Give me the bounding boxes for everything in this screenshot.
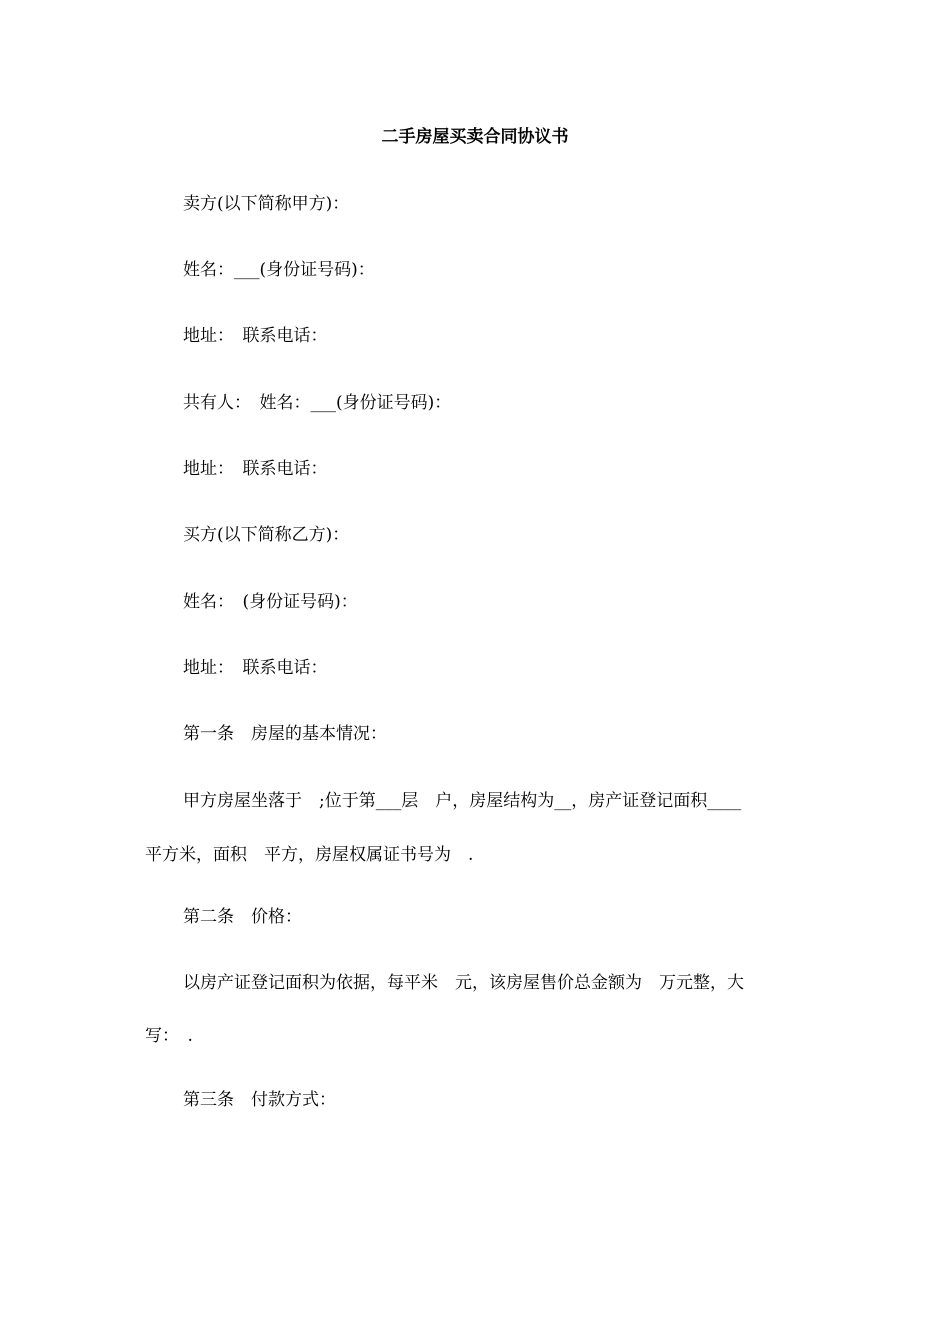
seller-heading: 卖方(以下简称甲方)： — [183, 194, 350, 214]
buyer-address-line: 地址： 联系电话： — [183, 658, 328, 678]
article-2-paragraph-line-1: 以房产证登记面积为依据，每平米 元，该房屋售价总金额为 万元整，大 — [183, 973, 744, 993]
article-2-heading: 第二条 价格： — [183, 907, 302, 927]
seller-address-line: 地址： 联系电话： — [183, 326, 328, 346]
article-1-paragraph-line-1: 甲方房屋坐落于 ;位于第___层 户，房屋结构为__，房产证登记面积____ — [183, 791, 742, 811]
document-title: 二手房屋买卖合同协议书 — [381, 127, 569, 147]
article-2-paragraph-line-2: 写： . — [145, 1026, 193, 1046]
article-1-paragraph-line-2: 平方米，面积 平方，房屋权属证书号为 . — [145, 845, 474, 865]
buyer-name-line: 姓名： (身份证号码)： — [183, 592, 358, 612]
co-owner-line: 共有人： 姓名：___(身份证号码)： — [183, 393, 452, 413]
seller-name-line: 姓名：___(身份证号码)： — [183, 260, 375, 280]
article-3-heading: 第三条 付款方式： — [183, 1090, 336, 1110]
buyer-heading: 买方(以下简称乙方)： — [183, 525, 350, 545]
article-1-heading: 第一条 房屋的基本情况： — [183, 724, 387, 744]
co-owner-address-line: 地址： 联系电话： — [183, 459, 328, 479]
